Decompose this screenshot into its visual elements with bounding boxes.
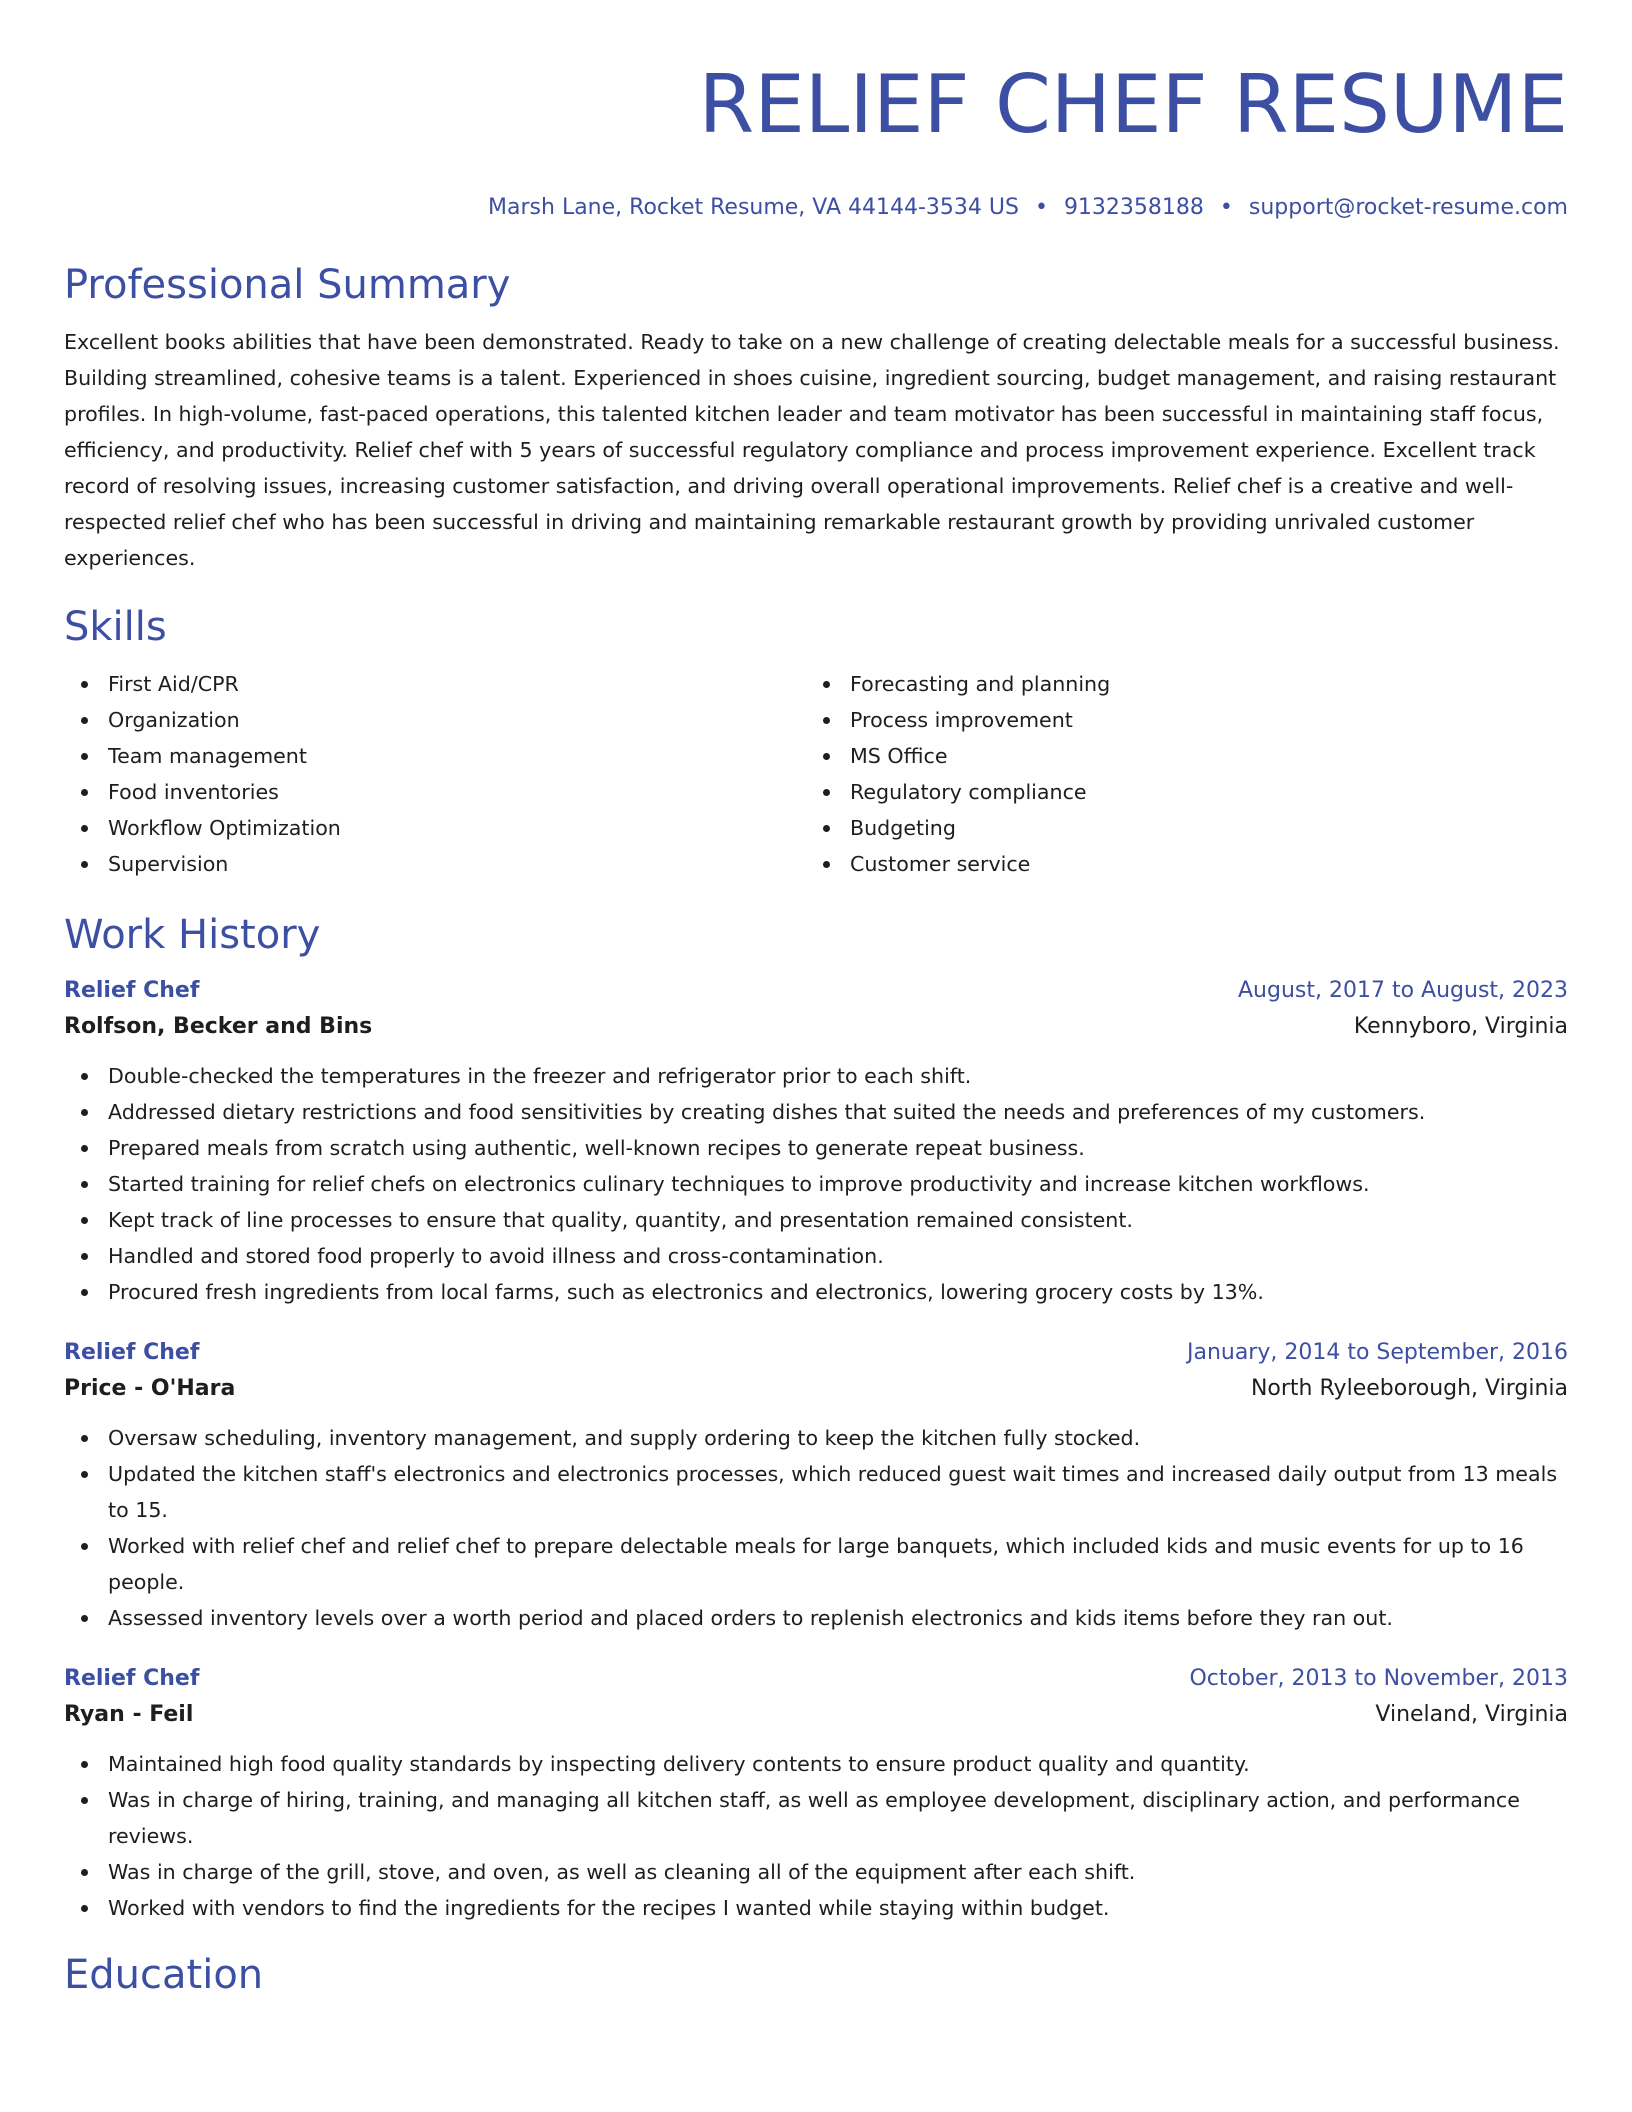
job-location: Kennyboro, Virginia xyxy=(1353,1014,1568,1039)
skills-heading: Skills xyxy=(64,604,167,650)
job-bullet: Addressed dietary restrictions and food sensitivities by creating dishes that suited the needs and preferences of my customers. xyxy=(108,1094,1568,1130)
summary-paragraph: Excellent books abilities that have been demonstrated. Ready to take on a new challenge of creating delectable meals for a successful business. Building streamlined, cohesive teams is a talent. Experienced in shoes cuisine, ingredient sourcing, budget management, and raising restaurant profiles. In high-volume, fast-paced operations, this talented kitchen leader and team motivator has been successful in maintaining staff focus, efficiency, and productivity. Relief chef with 5 years of successful regulatory compliance and process improvement experience. Excellent track record of resolving issues, increasing customer satisfaction, and driving overall operational improvements. Relief chef is a creative and well-respected relief chef who has been successful in driving and maintaining remarkable restaurant growth by providing unrivaled customer experiences. xyxy=(64,330,1560,570)
job-dates: January, 2014 to September, 2016 xyxy=(1186,1340,1568,1365)
job-bullets xyxy=(64,1058,1568,1310)
job-bullet: Handled and stored food properly to avoid illness and cross-contamination. xyxy=(108,1238,1568,1274)
skill-item: Organization xyxy=(108,702,806,738)
job-location: North Ryleeborough, Virginia xyxy=(1250,1376,1568,1401)
job-bullets xyxy=(64,1420,1568,1636)
skill-item: Regulatory compliance xyxy=(850,774,1548,810)
job-dates: October, 2013 to November, 2013 xyxy=(1189,1666,1568,1691)
job-dates: August, 2017 to August, 2023 xyxy=(1238,978,1568,1003)
job-company: Price - O'Hara xyxy=(64,1376,236,1401)
skill-item: Team management xyxy=(108,738,806,774)
job-bullet: Kept track of line processes to ensure that quality, quantity, and presentation remained consistent. xyxy=(108,1202,1568,1238)
job-bullet: Prepared meals from scratch using authentic, well-known recipes to generate repeat business. xyxy=(108,1130,1568,1166)
job-bullets xyxy=(64,1746,1568,1926)
skills-column-left xyxy=(64,666,806,882)
skill-item: Process improvement xyxy=(850,702,1548,738)
education-heading: Education xyxy=(64,1952,264,1998)
job-entry xyxy=(64,974,1568,1310)
job-bullet: Assessed inventory levels over a worth period and placed orders to replenish electronics and kids items before they ran out. xyxy=(108,1600,1568,1636)
skill-item: MS Office xyxy=(850,738,1548,774)
skills-list xyxy=(64,666,1568,882)
job-bullet: Oversaw scheduling, inventory management, and supply ordering to keep the kitchen fully stocked. xyxy=(108,1420,1568,1456)
skills-column-right xyxy=(806,666,1548,882)
contact-separator: • xyxy=(1034,195,1048,220)
resume-header xyxy=(64,0,1568,222)
job-bullet: Worked with relief chef and relief chef to prepare delectable meals for large banquets, which included kids and music events for up to 16 people. xyxy=(108,1528,1568,1600)
contact-address: Marsh Lane, Rocket Resume, VA 44144-3534 US xyxy=(488,195,1019,220)
job-title: Relief Chef xyxy=(64,978,200,1003)
contact-phone: 9132358188 xyxy=(1063,195,1204,220)
job-location: Vineland, Virginia xyxy=(1375,1702,1568,1727)
job-bullet: Worked with vendors to find the ingredients for the recipes I wanted while staying within budget. xyxy=(108,1890,1568,1926)
skill-item: Forecasting and planning xyxy=(850,666,1548,702)
skill-item: Supervision xyxy=(108,846,806,882)
contact-separator: • xyxy=(1219,195,1233,220)
job-bullet: Procured fresh ingredients from local farms, such as electronics and electronics, lowering grocery costs by 13%. xyxy=(108,1274,1568,1310)
resume-title: RELIEF CHEF RESUME xyxy=(698,58,1568,151)
job-bullet: Maintained high food quality standards by inspecting delivery contents to ensure product quality and quantity. xyxy=(108,1746,1568,1782)
job-bullet: Double-checked the temperatures in the freezer and refrigerator prior to each shift. xyxy=(108,1058,1568,1094)
job-entry xyxy=(64,1662,1568,1926)
contact-line xyxy=(64,194,1568,222)
contact-email: support@rocket-resume.com xyxy=(1248,195,1568,220)
skill-item: Food inventories xyxy=(108,774,806,810)
job-company: Ryan - Feil xyxy=(64,1702,194,1727)
job-bullet: Updated the kitchen staff's electronics and electronics processes, which reduced guest wait times and increased daily output from 13 meals to 15. xyxy=(108,1456,1568,1528)
summary-heading: Professional Summary xyxy=(64,262,511,308)
job-bullet: Was in charge of the grill, stove, and oven, as well as cleaning all of the equipment after each shift. xyxy=(108,1854,1568,1890)
job-company: Rolfson, Becker and Bins xyxy=(64,1014,373,1039)
job-bullet: Was in charge of hiring, training, and managing all kitchen staff, as well as employee development, disciplinary action, and performance reviews. xyxy=(108,1782,1568,1854)
skill-item: First Aid/CPR xyxy=(108,666,806,702)
job-title: Relief Chef xyxy=(64,1340,200,1365)
skill-item: Customer service xyxy=(850,846,1548,882)
job-title: Relief Chef xyxy=(64,1666,200,1691)
job-bullet: Started training for relief chefs on electronics culinary techniques to improve productivity and increase kitchen workflows. xyxy=(108,1166,1568,1202)
job-entry xyxy=(64,1336,1568,1636)
skill-item: Workflow Optimization xyxy=(108,810,806,846)
work-history-heading: Work History xyxy=(64,912,321,958)
skill-item: Budgeting xyxy=(850,810,1548,846)
